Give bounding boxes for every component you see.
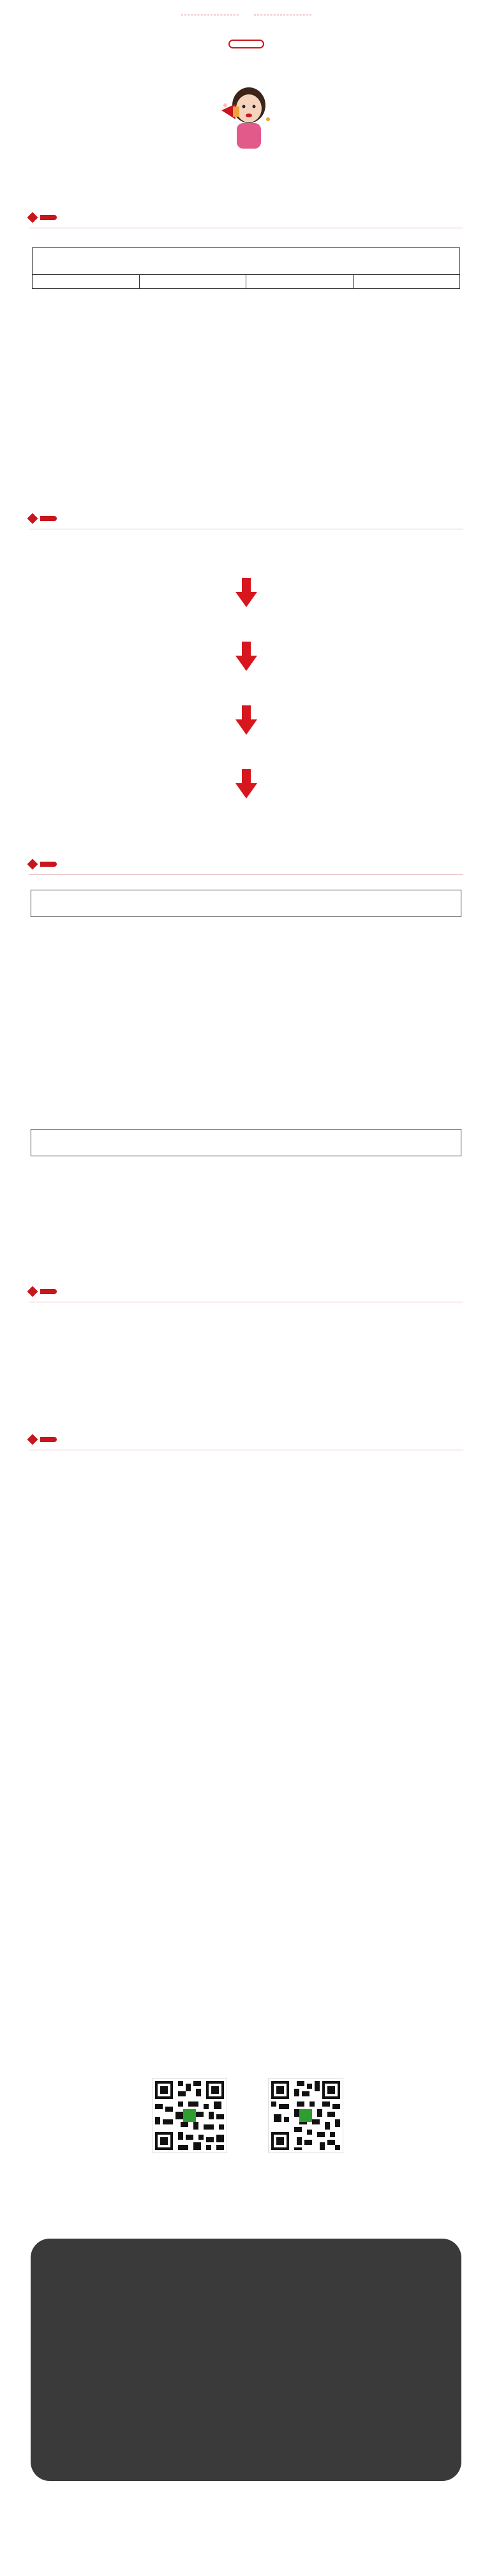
mascot-illustration <box>214 80 284 156</box>
arrow-down-icon <box>235 769 257 799</box>
banner-title <box>0 6 492 22</box>
arrow-down-icon <box>235 642 257 671</box>
qr-code-icon[interactable] <box>268 2078 343 2153</box>
section-tag-consult <box>29 1430 57 1449</box>
qr-block-school <box>152 2073 251 2156</box>
table-header <box>33 275 140 289</box>
qr-block-association <box>268 2073 367 2156</box>
arrow-down-icon <box>235 578 257 607</box>
diamond-icon <box>27 1434 38 1445</box>
section-tag-apply-time <box>29 1282 57 1301</box>
section-tag-apply-flow <box>29 509 57 528</box>
diamond-icon <box>27 513 38 524</box>
mid-table-caption <box>31 890 461 917</box>
table-header <box>246 275 354 289</box>
diamond-icon <box>27 859 38 870</box>
contact-card <box>31 2239 461 2481</box>
major-table <box>32 247 460 289</box>
mid-conditions-table <box>31 890 461 917</box>
table-header <box>139 275 246 289</box>
section-tag-apply-major <box>29 208 57 227</box>
diamond-icon <box>27 1286 38 1297</box>
divider <box>29 874 463 875</box>
discount-pill <box>228 40 264 48</box>
arrow-down-icon <box>235 705 257 735</box>
section-tag-apply-cond <box>29 855 57 874</box>
banner <box>0 0 492 191</box>
senior-conditions-table <box>31 1129 461 1156</box>
qr-code-icon[interactable] <box>152 2078 227 2153</box>
major-table-caption <box>33 248 460 275</box>
senior-table-caption <box>31 1130 461 1156</box>
table-header <box>353 275 460 289</box>
diamond-icon <box>27 212 38 223</box>
